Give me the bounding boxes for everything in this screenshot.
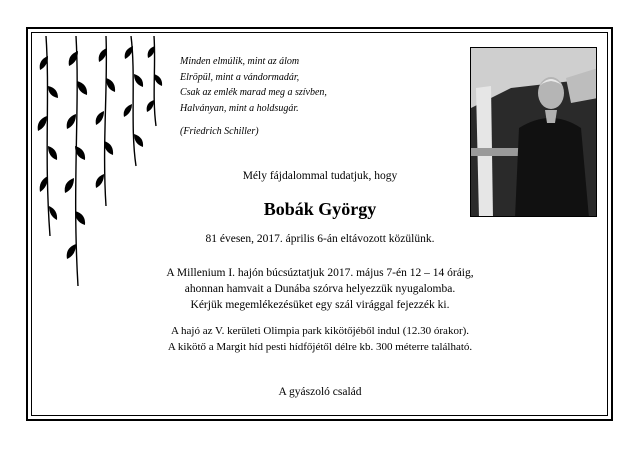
deceased-name: Bobák György [263, 199, 377, 219]
directions-line: A kikötő a Margit híd pesti hídfőjétől délre kb. 300 méterre található. [167, 341, 473, 353]
directions-line: A hajó az V. kerületi Olimpia park kikötőjéből indul (12.30 órakor). [170, 325, 470, 337]
poem-line: Minden elmúlik, mint az álom [180, 56, 300, 67]
intro-line: Mély fájdalommal tudatjuk, hogy [242, 170, 398, 182]
age-line: 81 évesen, 2017. április 6-án eltávozott közülünk. [205, 233, 435, 245]
poem-line: Halványan, mint a holdsugár. [180, 102, 299, 114]
willow-branches-decoration [36, 36, 176, 286]
ceremony-line: A Millenium I. hajón búcsúztatjuk 2017. május 7-én 12 – 14 óráig, [166, 267, 474, 279]
portrait-photo [470, 47, 597, 217]
signature: A gyászoló család [278, 386, 362, 398]
portrait-photo-illustration [471, 48, 597, 217]
ceremony-paragraph [70, 265, 570, 313]
ceremony-line: Kérjük megemlékezésüket egy szál virággal fejezzék ki. [190, 299, 450, 311]
directions-paragraph [70, 323, 570, 355]
poem-line: Elröpül, mint a vándormadár, [180, 71, 300, 83]
poem-author: (Friedrich Schiller) [180, 126, 259, 137]
ceremony-line: ahonnan hamvait a Dunába szórva helyezzük nyugalomba. [184, 283, 456, 295]
poem-line: Csak az emlék marad meg a szívben, [180, 87, 327, 98]
poem-block [180, 54, 460, 140]
